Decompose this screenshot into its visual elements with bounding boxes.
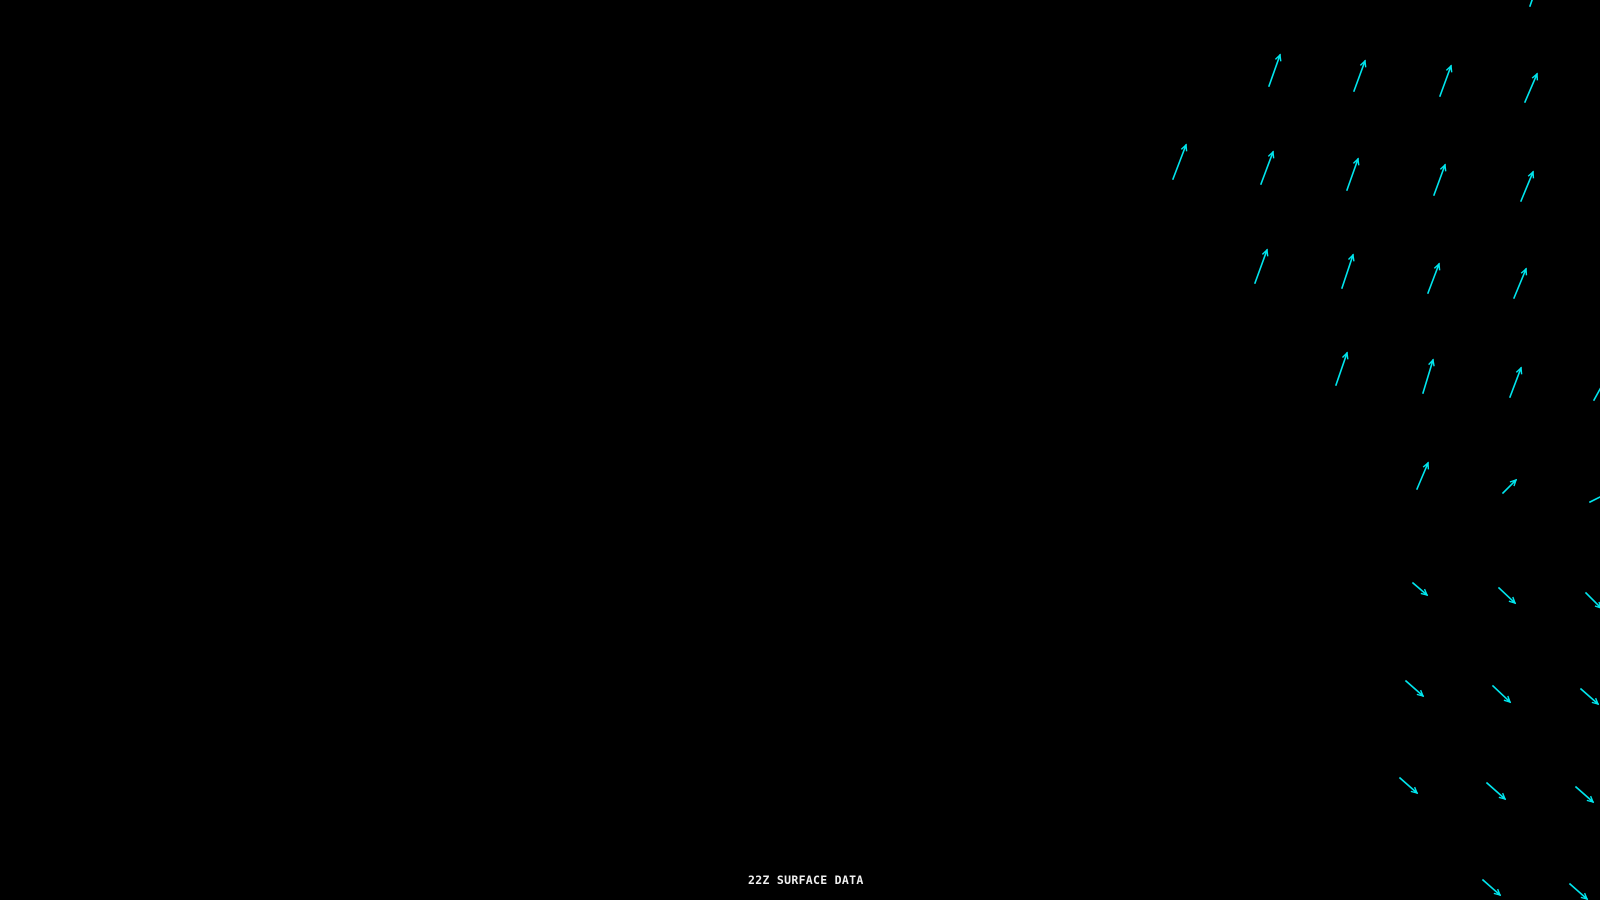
wind-arrow: [1336, 353, 1347, 385]
wind-arrow: [1510, 368, 1521, 397]
wind-arrow: [1342, 255, 1353, 288]
wind-arrow: [1413, 583, 1427, 595]
wind-arrow: [1590, 490, 1600, 502]
wind-arrow: [1521, 172, 1533, 201]
wind-arrow: [1594, 371, 1600, 400]
data-time-label: 22Z SURFACE DATA: [748, 873, 864, 887]
wind-arrow: [1581, 689, 1598, 704]
wind-arrow: [1428, 264, 1439, 293]
wind-arrow: [1576, 787, 1593, 802]
wind-arrow: [1483, 880, 1500, 895]
wind-arrow: [1354, 61, 1365, 91]
wind-arrow: [1261, 152, 1273, 184]
wind-arrow: [1570, 884, 1587, 899]
wind-arrow: [1487, 783, 1505, 799]
wind-arrow: [1406, 681, 1423, 696]
wind-arrow: [1514, 269, 1526, 298]
wind-arrow: [1434, 165, 1445, 195]
wind-arrow: [1400, 778, 1417, 793]
wind-arrow: [1440, 66, 1451, 96]
wind-arrow: [1255, 250, 1267, 283]
wind-arrow: [1493, 686, 1510, 702]
wind-arrow: [1503, 480, 1516, 493]
wind-arrow: [1499, 588, 1515, 603]
wind-arrow: [1525, 74, 1537, 102]
wind-arrow: [1530, 0, 1538, 6]
wind-arrow: [1347, 159, 1358, 190]
wind-arrows-group: [1173, 0, 1600, 899]
wind-arrow: [1417, 463, 1428, 489]
wind-arrow: [1173, 145, 1186, 179]
wind-arrow: [1269, 55, 1280, 86]
wind-arrow: [1423, 360, 1433, 393]
wind-arrow: [1586, 593, 1600, 608]
